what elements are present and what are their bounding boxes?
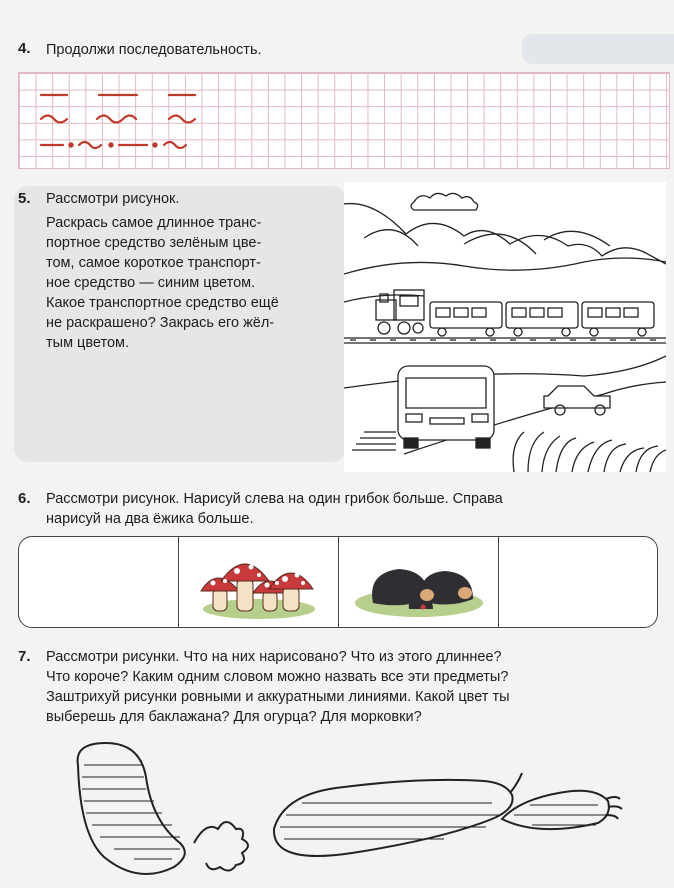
draw-area-mushrooms[interactable] [19, 537, 179, 627]
carrot-icon [502, 791, 622, 829]
task5-line: Раскрась самое длинное транс- [46, 215, 262, 231]
hedgehogs-icon [339, 537, 497, 627]
task5-line: том, самое короткое транспорт- [46, 255, 261, 271]
task6-number: 6. [18, 490, 31, 507]
task5-line: портное средство зелёным цве- [46, 235, 262, 251]
task5-line: Какое транспортное средство ещё [46, 295, 279, 311]
task7-text [46, 647, 670, 727]
task6-text [46, 489, 666, 529]
task7-line: Заштрихуй рисунки ровными и аккуратными линиями. Какой цвет ты [46, 689, 510, 705]
sequence-pattern [19, 73, 671, 170]
task5-heading: Рассмотри рисунок. [46, 191, 180, 207]
task5-line: тым цветом. [46, 335, 130, 351]
vegetables-drawing[interactable] [70, 735, 670, 885]
task5-line: ное средство — синим цветом. [46, 275, 256, 291]
task5-text [46, 213, 342, 353]
mushrooms-cell [179, 537, 339, 627]
task7-line: Что короче? Каким одним словом можно назвать все эти предметы? [46, 669, 509, 685]
task4-instruction: Продолжи последовательность. [46, 42, 262, 58]
task6-boxes [18, 536, 658, 628]
task6-line: Рассмотри рисунок. Нарисуй слева на один грибок больше. Справа [46, 491, 503, 507]
task7-line: выберешь для баклажана? Для огурца? Для морковки? [46, 709, 422, 725]
eggplant-icon [78, 743, 248, 874]
task4-grid[interactable] [18, 72, 670, 169]
hedgehogs-cell [339, 537, 499, 627]
mushrooms-icon [179, 537, 337, 627]
task7-number: 7. [18, 648, 31, 665]
cucumber-icon [274, 773, 522, 856]
train-bus-car-scene[interactable] [344, 182, 666, 472]
task5-line: не раскрашено? Закрась его жёл- [46, 315, 275, 331]
task4-number: 4. [18, 40, 31, 57]
task7-line: Рассмотри рисунки. Что на них нарисовано? Что из этого длиннее? [46, 649, 502, 665]
bleed-through-tab [522, 34, 674, 64]
draw-area-hedgehogs[interactable] [499, 537, 658, 627]
task5-number: 5. [18, 190, 31, 207]
task6-line: нарисуй на два ёжика больше. [46, 511, 254, 527]
